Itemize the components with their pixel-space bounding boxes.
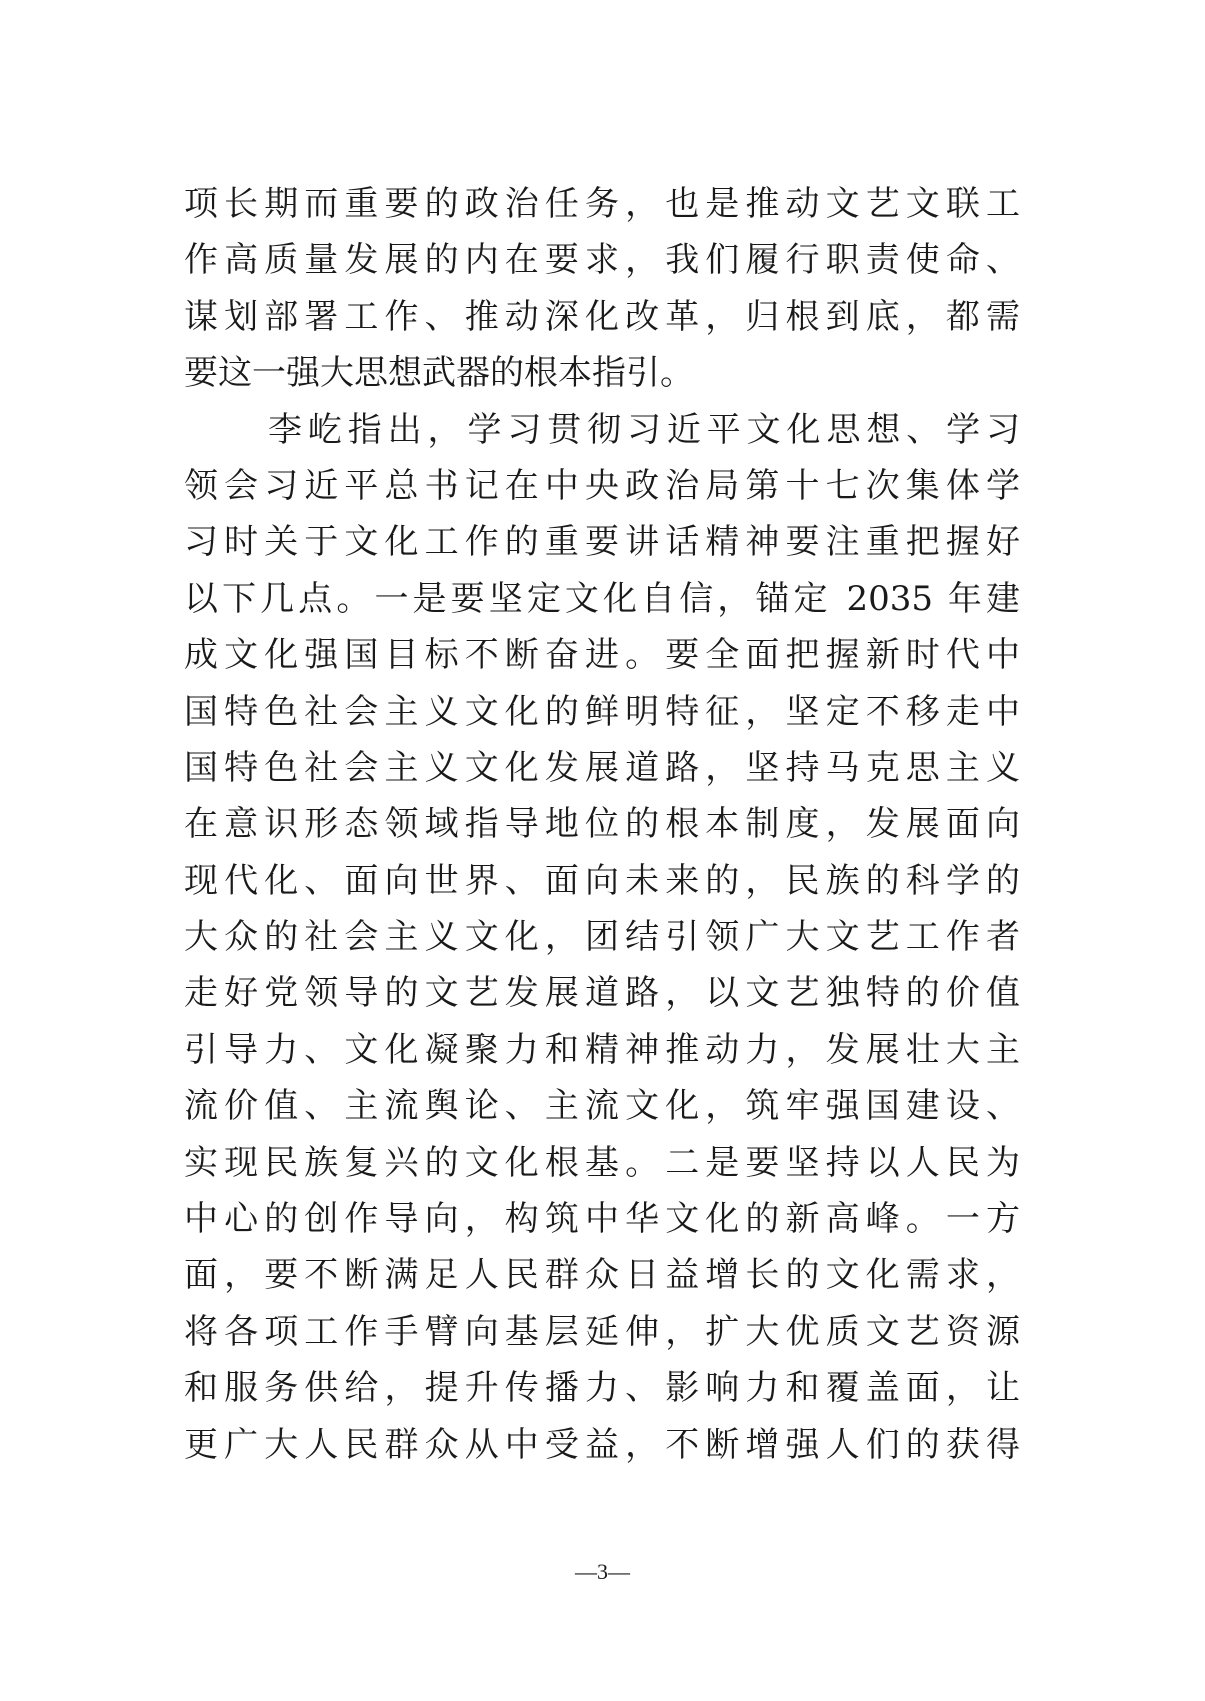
text-line: 领会习近平总书记在中央政治局第十七次集体学 xyxy=(184,465,1020,506)
text-line: 作高质量发展的内在要求，我们履行职责使命、 xyxy=(184,240,1020,281)
paragraph xyxy=(184,402,1020,1530)
body-text xyxy=(184,176,1020,1529)
text-line: 在意识形态领域指导地位的根本制度，发展面向 xyxy=(184,804,1020,845)
text-line: 引导力、文化凝聚力和精神推动力，发展壮大主 xyxy=(184,1029,1020,1070)
text-line: 现代化、面向世界、面向未来的，民族的科学的 xyxy=(184,860,1020,901)
text-line: 项长期而重要的政治任务，也是推动文艺文联工 xyxy=(184,184,1020,224)
text-line: 实现民族复兴的文化根基。二是要坚持以人民为 xyxy=(184,1142,1020,1183)
text-line: 走好党领导的文艺发展道路，以文艺独特的价值 xyxy=(184,973,1020,1014)
text-line: 国特色社会主义文化发展道路，坚持马克思主义 xyxy=(184,747,1020,788)
text-line: 中心的创作导向，构筑中华文化的新高峰。一方 xyxy=(184,1199,1020,1240)
page-number: —3— xyxy=(575,1559,630,1584)
text-line: 和服务供给，提升传播力、影响力和覆盖面，让 xyxy=(184,1368,1020,1409)
text-line: 国特色社会主义文化的鲜明特征，坚定不移走中 xyxy=(184,691,1020,732)
text-line: 李屹指出，学习贯彻习近平文化思想、学习 xyxy=(268,409,1020,450)
text-line: 要这一强大思想武器的根本指引。 xyxy=(184,353,694,394)
text-line xyxy=(184,1473,1020,1529)
text-line: 面，要不断满足人民群众日益增长的文化需求， xyxy=(184,1255,1020,1296)
text-line: 更广大人民群众从中受益，不断增强人们的获得 xyxy=(184,1424,1020,1465)
text-line: 大众的社会主义文化，团结引领广大文艺工作者 xyxy=(184,917,1020,958)
paragraph xyxy=(184,176,1020,402)
text-line: 习时关于文化工作的重要讲话精神要注重把握好 xyxy=(184,522,1020,563)
text-line: 成文化强国目标不断奋进。要全面把握新时代中 xyxy=(184,635,1020,676)
text-line: 流价值、主流舆论、主流文化，筑牢强国建设、 xyxy=(184,1086,1020,1127)
text-line: 以下几点。一是要坚定文化自信，锚定 2035 年建 xyxy=(184,578,1020,619)
text-line: 谋划部署工作、推动深化改革，归根到底，都需 xyxy=(184,296,1020,337)
text-line: 将各项工作手臂向基层延伸，扩大优质文艺资源 xyxy=(184,1311,1020,1352)
